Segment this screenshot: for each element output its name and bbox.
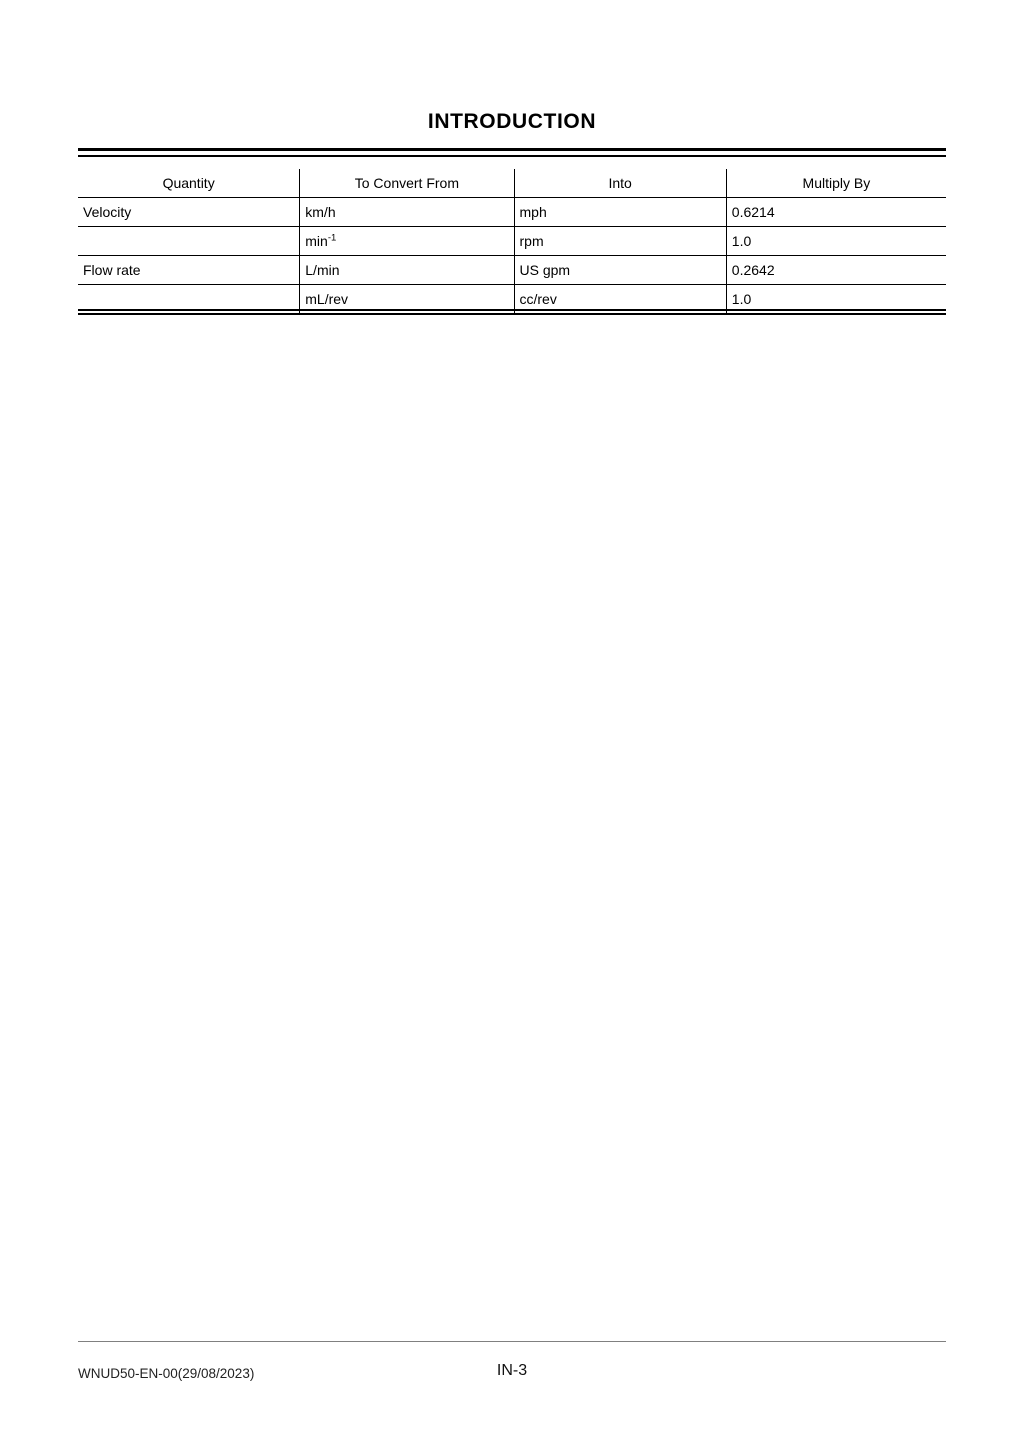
table-bottom-rule-bottom	[78, 313, 946, 315]
column-header-quantity: Quantity	[78, 169, 300, 198]
footer-divider	[78, 1341, 946, 1342]
table-header-row	[78, 169, 946, 198]
column-header-into: Into	[514, 169, 726, 198]
title-rule-bottom	[78, 155, 946, 157]
cell-quantity: Flow rate	[78, 256, 300, 285]
table-header	[78, 169, 946, 198]
cell-into: cc/rev	[514, 285, 726, 314]
footer-page-number: IN-3	[496, 1362, 528, 1379]
cell-convert-from-text: km/h	[305, 204, 336, 220]
table-row	[78, 256, 946, 285]
table-row	[78, 198, 946, 227]
column-header-multiply-by: Multiply By	[726, 169, 946, 198]
cell-convert-from	[300, 256, 514, 285]
cell-into: US gpm	[514, 256, 726, 285]
cell-quantity	[78, 227, 300, 256]
table-row	[78, 227, 946, 256]
cell-convert-from-text: min	[305, 233, 328, 249]
table-bottom-rule-top	[78, 309, 946, 311]
cell-convert-from-text: mL/rev	[305, 291, 349, 307]
title-rule-top	[78, 148, 946, 151]
table-body	[78, 198, 946, 314]
cell-multiply-by: 1.0	[731, 291, 752, 307]
cell-quantity: Velocity	[78, 198, 300, 227]
column-header-convert-from: To Convert From	[300, 169, 514, 198]
cell-multiply-by: 0.2642	[726, 256, 946, 285]
unit-conversion-table	[78, 169, 946, 313]
cell-into: rpm	[514, 227, 726, 256]
footer-document-code: WNUD50-EN-00(29/08/2023)	[78, 1366, 255, 1381]
cell-convert-from-text: L/min	[305, 262, 340, 278]
page-title: INTRODUCTION	[427, 110, 597, 133]
cell-into: mph	[514, 198, 726, 227]
cell-convert-from	[300, 198, 514, 227]
cell-multiply-by: 1.0	[726, 227, 946, 256]
cell-convert-from-sup: -1	[327, 232, 337, 244]
cell-multiply-by: 0.6214	[726, 198, 946, 227]
cell-convert-from	[300, 227, 514, 256]
